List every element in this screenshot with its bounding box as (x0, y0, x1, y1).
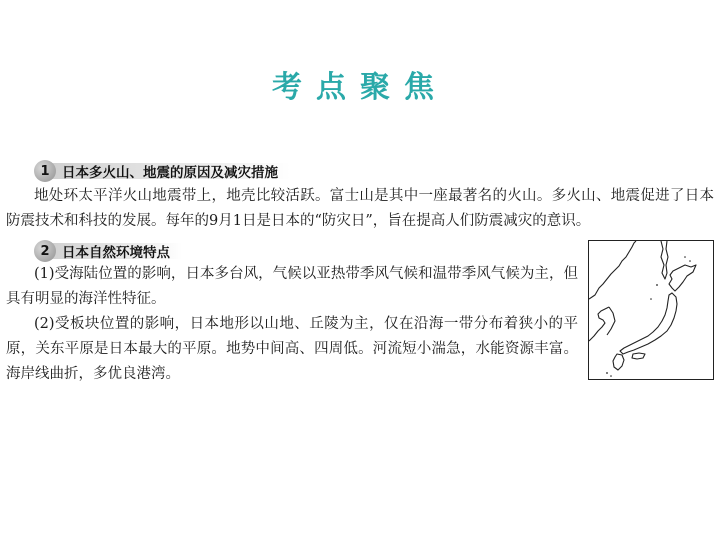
section-2-paragraph-1: (1)受海陆位置的影响，日本多台风，气候以亚热带季风气候和温带季风气候为主，但具有明显的海洋性特征。 (6, 266, 578, 307)
section-2-header (34, 240, 182, 262)
section-2-number-badge: 2 (34, 240, 56, 262)
japan-map-outline-icon (589, 241, 712, 378)
section-1-paragraph: 地处环太平洋火山地震带上，地壳比较活跃。富士山是其中一座最著名的火山。多火山、地震促进了日本防震技术和科技的发展。每年的9月1日是日本的“防灾日”，旨在提高人们防震减灾的意识。 (6, 188, 714, 229)
section-1-header (34, 160, 290, 182)
section-2-paragraph-2: (2)受板块位置的影响，日本地形以山地、丘陵为主，仅在沿海一带分布着狭小的平原，关东平原是日本最大的平原。地势中间高、四周低。河流短小湍急，水能资源丰富。海岸线曲折，多优良港湾。 (6, 316, 578, 382)
section-1-heading: 日本多火山、地震的原因及减灾措施 (44, 163, 290, 179)
japan-map (588, 240, 714, 380)
section-1-number-badge: 1 (34, 160, 56, 182)
page-title: 考点聚焦 (272, 70, 448, 105)
section-2-heading: 日本自然环境特点 (44, 243, 182, 259)
